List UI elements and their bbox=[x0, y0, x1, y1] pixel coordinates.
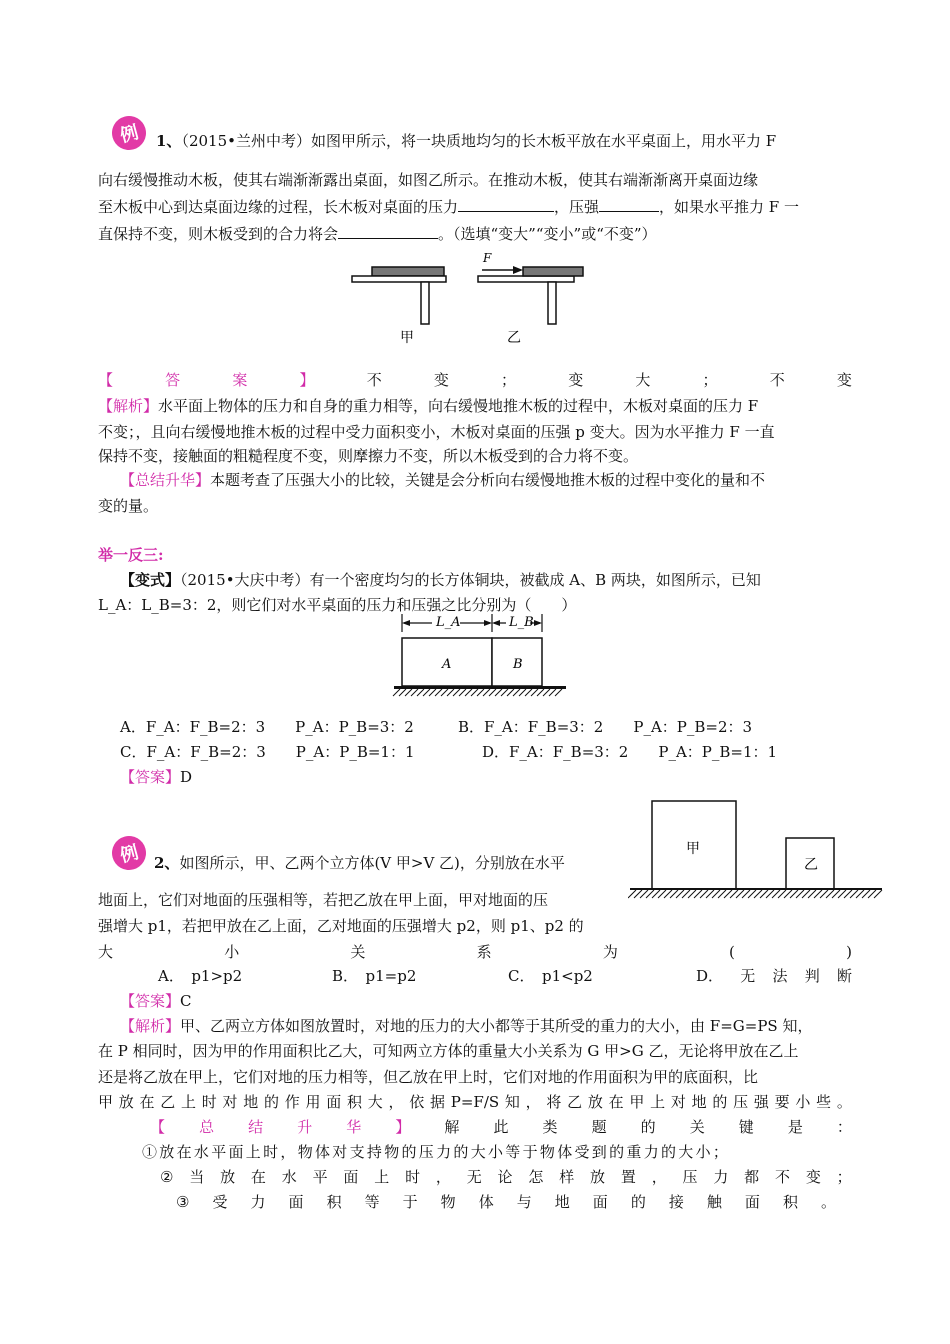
text-token: 变 bbox=[433, 371, 449, 389]
option-b[interactable]: B．F_A：F_B=3：2 P_A：P_B=2：3 bbox=[458, 718, 753, 736]
text-token: 放 bbox=[118, 1093, 134, 1111]
hatch-mark bbox=[477, 689, 484, 696]
force-arrowhead bbox=[513, 266, 523, 274]
text-token: 力 bbox=[250, 1193, 266, 1211]
text-token: 答 bbox=[165, 371, 181, 389]
hatch-mark bbox=[507, 689, 514, 696]
question-2-line-3: 强增大 p1，若把甲放在乙上面，乙对地面的压强增大 p2，则 p1、p2 的 bbox=[98, 917, 584, 935]
analysis-tag: 【解析】 bbox=[98, 397, 159, 415]
question-1-line-2: 向右缓慢推动木板，使其右端渐渐露出桌面，如图乙所示。在推动木板，使其右端渐渐离开桌面边缘 bbox=[98, 171, 759, 189]
section-heading: 举一反三: bbox=[98, 546, 164, 564]
text-token: ； bbox=[501, 371, 517, 389]
ex2-analysis-line-3: 还是将乙放在甲上，它们对地的压力相等，但乙放在甲上时，它们对地的作用面积为甲的底面积，比 bbox=[98, 1068, 759, 1086]
text-token: 关 bbox=[350, 943, 366, 961]
text-token: 时 bbox=[201, 1093, 217, 1111]
text-token: 不 bbox=[769, 371, 785, 389]
text-token: 判 bbox=[804, 967, 820, 985]
hatch-mark bbox=[555, 689, 562, 696]
text-token: 论 bbox=[497, 1168, 513, 1186]
hatch-mark bbox=[531, 689, 538, 696]
text-token: 平 bbox=[312, 1168, 328, 1186]
cube-jia-label: 甲 bbox=[686, 841, 700, 857]
hatch-mark bbox=[399, 689, 406, 696]
summary-point-1: ①放在水平面上时，物体对支持物的压力的大小等于物体受到的重力的大小； bbox=[142, 1143, 731, 1161]
option-c[interactable]: C．F_A：F_B=2：3 P_A：P_B=1：1 bbox=[120, 743, 415, 761]
answer-blank[interactable] bbox=[599, 197, 659, 212]
hatch-mark bbox=[459, 689, 466, 696]
text-token: 在 bbox=[608, 1093, 624, 1111]
ex2-summary-line bbox=[150, 1116, 852, 1138]
text-token: ： bbox=[836, 1118, 852, 1136]
text-token: 【 bbox=[150, 1118, 166, 1136]
example-badge: 例 bbox=[108, 832, 150, 874]
ex2-analysis-line-4 bbox=[98, 1091, 852, 1113]
text-token: 无 bbox=[466, 1168, 482, 1186]
text-token: 怎 bbox=[528, 1168, 544, 1186]
text-token: 些 bbox=[816, 1093, 832, 1111]
text-token: 大 bbox=[98, 943, 114, 961]
variant-line-2: L_A：L_B=3：2，则它们对水平桌面的压力和压强之比分别为（ ） bbox=[98, 596, 577, 614]
text-token: 触 bbox=[706, 1193, 722, 1211]
force-label: F bbox=[483, 251, 492, 265]
hatch-mark bbox=[537, 689, 544, 696]
hatch-mark bbox=[543, 689, 550, 696]
text-token: 的 bbox=[264, 1093, 280, 1111]
text-token: D． bbox=[696, 967, 724, 985]
text-token: 积 bbox=[326, 1193, 342, 1211]
text-token: 于 bbox=[402, 1193, 418, 1211]
text-token: 接 bbox=[668, 1193, 684, 1211]
hatch-mark bbox=[405, 689, 412, 696]
answer-line bbox=[98, 369, 852, 391]
analysis-text: 甲、乙两立方体如图放置时，对地的压力的大小都等于其所受的重力的大小，由 F=G=PS 知， bbox=[180, 1017, 813, 1035]
text-token: 变 bbox=[836, 371, 852, 389]
option-b[interactable]: B． p1=p2 bbox=[332, 967, 417, 985]
text-token: 放 bbox=[220, 1168, 236, 1186]
hatch-mark bbox=[423, 689, 430, 696]
text-token: 物 bbox=[440, 1193, 456, 1211]
variant-answer bbox=[120, 766, 874, 788]
hatch-mark bbox=[429, 689, 436, 696]
text-token: ， bbox=[525, 1093, 541, 1111]
question-number: 2、 bbox=[154, 854, 180, 872]
text-token: 都 bbox=[744, 1168, 760, 1186]
hatch-mark bbox=[447, 689, 454, 696]
answer-blank[interactable] bbox=[458, 197, 554, 212]
hatch-mark bbox=[417, 689, 424, 696]
analysis-line-1 bbox=[98, 395, 852, 417]
text-token: 地 bbox=[691, 1093, 707, 1111]
text-token: 变 bbox=[568, 371, 584, 389]
text-token: 此 bbox=[493, 1118, 509, 1136]
text-token: 面 bbox=[343, 1168, 359, 1186]
text-token: 案 bbox=[232, 371, 248, 389]
text-token: 压 bbox=[682, 1168, 698, 1186]
variant-line-1 bbox=[120, 569, 874, 591]
text-token: 时 bbox=[405, 1168, 421, 1186]
summary-point-2 bbox=[160, 1166, 852, 1188]
answer-tag: 【答案】 bbox=[120, 992, 181, 1010]
text-token: 上 bbox=[650, 1093, 666, 1111]
text-token: 】 bbox=[395, 1118, 411, 1136]
question-number: 1、 bbox=[156, 132, 182, 150]
text-token: 总 bbox=[199, 1118, 215, 1136]
hatch-mark bbox=[411, 689, 418, 696]
variant-text: （2015•大庆中考）有一个密度均匀的长方体铜块，被截成 A、B 两块，如图所示，已知 bbox=[180, 571, 761, 589]
text-token: 力 bbox=[713, 1168, 729, 1186]
hatch-mark bbox=[471, 689, 478, 696]
text-token: 甲 bbox=[629, 1093, 645, 1111]
text-token: 华 bbox=[346, 1118, 362, 1136]
answer-value: C bbox=[180, 992, 192, 1010]
text-token: 的 bbox=[712, 1093, 728, 1111]
text-token: 系 bbox=[476, 943, 492, 961]
text-token: 地 bbox=[243, 1093, 259, 1111]
split-block-figure bbox=[392, 610, 570, 700]
table-top-left bbox=[352, 276, 446, 282]
option-c[interactable]: C． p1<p2 bbox=[508, 967, 593, 985]
table-leg-right bbox=[548, 282, 556, 324]
text-token: 的 bbox=[640, 1118, 656, 1136]
text-token: 不 bbox=[366, 371, 382, 389]
text-token: 依 bbox=[409, 1093, 425, 1111]
text-token: 大 bbox=[635, 371, 651, 389]
text-token: 置 bbox=[620, 1168, 636, 1186]
block-a-label: A bbox=[442, 657, 452, 672]
hatch-mark bbox=[483, 689, 490, 696]
text-token: 体 bbox=[478, 1193, 494, 1211]
text-token: 对 bbox=[222, 1093, 238, 1111]
cubes-figure bbox=[628, 796, 884, 908]
table-top-right bbox=[478, 276, 574, 282]
text-token: ③ bbox=[176, 1193, 190, 1211]
hatch-mark bbox=[501, 689, 508, 696]
text-token: 地 bbox=[554, 1193, 570, 1211]
text-token: 用 bbox=[305, 1093, 321, 1111]
text-token: 小 bbox=[224, 943, 240, 961]
text-token: 将 bbox=[546, 1093, 562, 1111]
text-token: 放 bbox=[590, 1168, 606, 1186]
text-token: 变 bbox=[805, 1168, 821, 1186]
summary-tag: 【总结升华】 bbox=[120, 471, 211, 489]
hatch-mark bbox=[453, 689, 460, 696]
question-text: 如图所示，甲、乙两个立方体(V 甲>V 乙)，分别放在水平 bbox=[179, 854, 565, 872]
text-token: 对 bbox=[670, 1093, 686, 1111]
text-token: 为 bbox=[602, 943, 618, 961]
text-token: ； bbox=[836, 1168, 852, 1186]
question-text: （2015•兰州中考）如图甲所示，将一块质地均匀的长木板平放在水平桌面上，用水平力 F bbox=[181, 132, 777, 150]
text-token: 面 bbox=[744, 1193, 760, 1211]
board-right bbox=[523, 267, 583, 276]
hatch-mark bbox=[441, 689, 448, 696]
text-token: 法 bbox=[772, 967, 788, 985]
text-token: ② bbox=[160, 1168, 174, 1186]
text-token: ， bbox=[388, 1093, 404, 1111]
hatch-mark bbox=[549, 689, 556, 696]
text-token: 放 bbox=[587, 1093, 603, 1111]
hatch-mark bbox=[465, 689, 472, 696]
text-token: 的 bbox=[630, 1193, 646, 1211]
figure-label-jia: 甲 bbox=[400, 330, 414, 346]
text-token: 与 bbox=[516, 1193, 532, 1211]
text-token: 解 bbox=[444, 1118, 460, 1136]
text-token: P=F/S bbox=[450, 1093, 500, 1111]
question-1-line-3 bbox=[98, 196, 852, 218]
ex2-answer bbox=[120, 990, 874, 1012]
hatch-mark bbox=[513, 689, 520, 696]
option-d[interactable]: D．F_A：F_B=3：2 P_A：P_B=1：1 bbox=[482, 743, 778, 761]
text-token: 水 bbox=[281, 1168, 297, 1186]
text-token: 作 bbox=[284, 1093, 300, 1111]
text-token: ， bbox=[435, 1168, 451, 1186]
text-token: 。 bbox=[836, 1093, 852, 1111]
text-token: 无 bbox=[740, 967, 756, 985]
answer-value: D bbox=[180, 768, 193, 786]
table-leg-left bbox=[421, 282, 429, 324]
variant-tag: 【变式】 bbox=[120, 571, 181, 589]
text-token: 压 bbox=[733, 1093, 749, 1111]
text-token: 【 bbox=[98, 371, 114, 389]
text-token: 面 bbox=[592, 1193, 608, 1211]
question-text: 至木板中心到达桌面边缘的过程，长木板对桌面的压力 bbox=[98, 198, 459, 216]
board-on-table-figure bbox=[345, 250, 585, 350]
text-token: ； bbox=[702, 371, 718, 389]
text-token: 强 bbox=[753, 1093, 769, 1111]
text-token: ) bbox=[846, 943, 852, 961]
hatch-mark bbox=[519, 689, 526, 696]
text-token: 。 bbox=[820, 1193, 836, 1211]
question-2-line-1 bbox=[154, 852, 624, 874]
summary-line-2: 变的量。 bbox=[98, 497, 159, 515]
analysis-text: 水平面上物体的压力和自身的重力相等，向右缓慢地推木板的过程中，木板对桌面的压力 F bbox=[158, 397, 759, 415]
text-token: 当 bbox=[189, 1168, 205, 1186]
text-token: ( bbox=[729, 943, 735, 961]
text-token: 在 bbox=[139, 1093, 155, 1111]
text-token: 是 bbox=[787, 1118, 803, 1136]
question-2-line-2: 地面上，它们对地面的压强相等，若把乙放在甲上面，甲对地面的压 bbox=[98, 891, 549, 909]
text-token: 题 bbox=[591, 1118, 607, 1136]
text-token: 小 bbox=[795, 1093, 811, 1111]
analysis-line-3: 保持不变，接触面的粗糙程度不变，则摩擦力不变，所以木板受到的合力将不变。 bbox=[98, 447, 639, 465]
text-token: 等 bbox=[364, 1193, 380, 1211]
question-text: 直保持不变，则木板受到的合力将会 bbox=[98, 225, 339, 243]
option-d[interactable] bbox=[696, 965, 852, 987]
summary-point-3 bbox=[176, 1191, 836, 1213]
question-1-line-4 bbox=[98, 223, 852, 245]
text-token: 乙 bbox=[567, 1093, 583, 1111]
analysis-line-2: 不变；，且向右缓慢地推木板的过程中受力面积变小，木板对桌面的压强 p 变大。因为水平推力 F 一直 bbox=[98, 423, 775, 441]
summary-line-1 bbox=[120, 469, 874, 491]
text-token: 甲 bbox=[98, 1093, 114, 1111]
text-token: ， bbox=[651, 1168, 667, 1186]
question-text: ，压强 bbox=[554, 198, 600, 216]
question-text: 。（选填“变大”“变小”或“不变”） bbox=[438, 225, 657, 243]
text-token: 大 bbox=[367, 1093, 383, 1111]
text-token: 在 bbox=[250, 1168, 266, 1186]
analysis-tag: 【解析】 bbox=[120, 1017, 181, 1035]
figure-label-yi: 乙 bbox=[507, 330, 521, 346]
text-token: 上 bbox=[374, 1168, 390, 1186]
text-token: 乙 bbox=[160, 1093, 176, 1111]
example-badge: 例 bbox=[108, 112, 150, 154]
question-1-line-1 bbox=[156, 130, 856, 152]
option-a[interactable]: A． p1>p2 bbox=[158, 967, 243, 985]
cube-yi-label: 乙 bbox=[804, 857, 818, 873]
ex2-analysis-line-2: 在 P 相同时，因为甲的作用面积比乙大，可知两立方体的重量大小关系为 G 甲>G 乙，无论将甲放在乙上 bbox=[98, 1042, 799, 1060]
text-token: 断 bbox=[836, 967, 852, 985]
text-token: 要 bbox=[774, 1093, 790, 1111]
answer-blank[interactable] bbox=[338, 224, 438, 239]
block-b-label: B bbox=[513, 657, 523, 672]
label-la: L_A bbox=[436, 615, 461, 630]
label-lb: L_B bbox=[509, 615, 534, 630]
text-token: 键 bbox=[738, 1118, 754, 1136]
question-text: ，如果水平推力 F 一 bbox=[659, 198, 799, 216]
text-token: 面 bbox=[288, 1193, 304, 1211]
text-token: 面 bbox=[326, 1093, 342, 1111]
text-token: 结 bbox=[248, 1118, 264, 1136]
hatch-mark bbox=[393, 689, 400, 696]
text-token: 】 bbox=[299, 371, 315, 389]
text-token: 积 bbox=[782, 1193, 798, 1211]
text-token: 类 bbox=[542, 1118, 558, 1136]
hatch-mark bbox=[489, 689, 496, 696]
ex2-analysis-line-1 bbox=[120, 1015, 856, 1037]
question-2-line-4 bbox=[98, 941, 852, 963]
text-token: 样 bbox=[559, 1168, 575, 1186]
text-token: 升 bbox=[297, 1118, 313, 1136]
answer-tag: 【答案】 bbox=[120, 768, 181, 786]
text-token: 上 bbox=[181, 1093, 197, 1111]
hatch-mark bbox=[495, 689, 502, 696]
board-left bbox=[372, 267, 444, 276]
text-token: 积 bbox=[347, 1093, 363, 1111]
text-token: 受 bbox=[212, 1193, 228, 1211]
hatch-mark bbox=[435, 689, 442, 696]
summary-text: 本题考查了压强大小的比较，关键是会分析向右缓慢地推木板的过程中变化的量和不 bbox=[210, 471, 766, 489]
text-token: 关 bbox=[689, 1118, 705, 1136]
hatch-mark bbox=[525, 689, 532, 696]
ground-surface bbox=[394, 686, 566, 689]
text-token: 知 bbox=[504, 1093, 520, 1111]
option-a[interactable]: A．F_A：F_B=2：3 P_A：P_B=3：2 bbox=[120, 718, 414, 736]
text-token: 据 bbox=[430, 1093, 446, 1111]
text-token: 不 bbox=[775, 1168, 791, 1186]
